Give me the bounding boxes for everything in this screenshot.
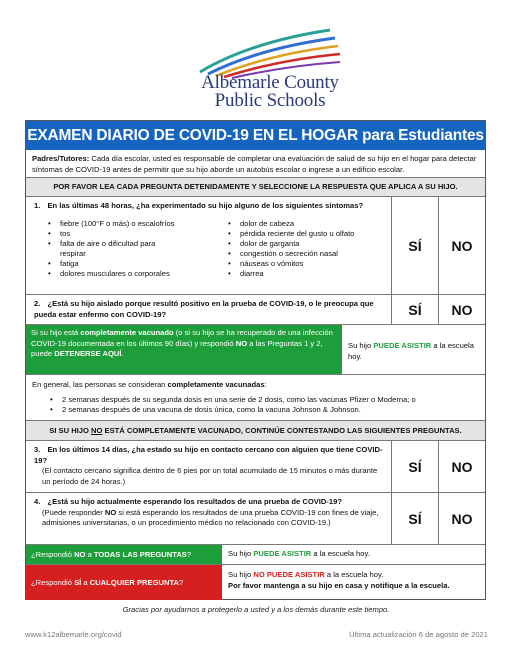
q4-yes-option[interactable]: SÍ [391,493,438,544]
definition-item: • 2 semanas después de una vacuna de dosis única, como la vacuna Johnson & Johnson. [48,405,468,415]
symptom-item: • dolor de cabeza [226,219,396,229]
intro-text [32,154,482,175]
footer-url[interactable]: www.k12albemarle.org/covid [25,630,122,639]
q3-note: (El contacto cercano significa dentro de 6 pies por un total acumulado de 15 minutos o más durante un período de 24 horas.) [42,466,378,486]
vaccination-definition: En general, las personas se consideran completamente vacunadas: • 2 semanas después de su segunda dosis en una serie de 2 dosis, como las vacunas Pfizer o Moderna; o • 2 semanas después de una vacuna de dosis única, como la vacuna Johnson & Johnson. [26,374,485,420]
result-yes-row [26,564,485,600]
result-no-condition: ¿Respondió NO a TODAS LAS PREGUNTAS? [26,545,222,564]
definition-item: • 2 semanas después de su segunda dosis en una serie de 2 dosis, como las vacunas Pfizer o Moderna; o [48,395,468,405]
result-yes-instruction: Por favor mantenga a su hijo en casa y notifique a la escuela. [228,580,450,590]
q2-no-option[interactable]: NO [438,295,485,324]
q1-text: En las últimas 48 horas, ¿ha experimentado su hijo alguno de los siguientes síntomas? [47,201,364,210]
thanks-note: Gracias por ayudarnos a protegerlo a usted y a los demás durante este tiempo. [122,605,390,614]
symptom-item: • fatiga [46,259,226,269]
vaccinated-condition: Si su hijo está completamente vacunado (o si su hijo se ha recuperado de una infección COVID-19 documentada en los últimos 90 días) y respondió NO a las Preguntas 1 y 2, puede DETENERSE AQUÍ. [26,325,342,374]
result-yes-condition: ¿Respondió SÍ a CUALQUIER PREGUNTA? [26,565,222,600]
symptom-item: • falta de aire o dificultad para [46,239,226,249]
logo-line2: Public Schools [214,90,326,111]
q2-text: ¿Está su hijo aislado porque resultó positivo en la prueba de COVID-19, o le preocupa que pueda estar enfermo con COVID-19? [34,299,374,319]
q1-symptoms-right [226,219,396,279]
symptom-item: • dolores musculares o corporales [46,269,226,279]
q4-text: ¿Está su hijo actualmente esperando los resultados de una prueba de COVID-19? [47,497,343,506]
q1-symptoms-left [46,219,226,279]
form-title: EXAMEN DIARIO DE COVID-19 EN EL HOGAR para Estudiantes [26,121,485,150]
symptom-item: • congestión o secreción nasal [226,249,396,259]
not-vaccinated-bar: SI SU HIJO NO ESTÁ COMPLETAMENTE VACUNADO, CONTINÚE CONTESTANDO LAS SIGUIENTES PREGUNTAS. [26,420,485,440]
symptom-item: • náuseas o vómitos [226,259,396,269]
question-3 [26,440,485,492]
q4-number: 4. [34,497,41,506]
instructions-bar [26,177,485,196]
q3-text: En los últimos 14 días, ¿ha estado su hijo en contacto cercano con alguien que tiene COVID-19? [34,445,383,465]
question-2 [26,294,485,324]
logo-line1: Albemarle County [201,72,339,93]
q3-yes-option[interactable]: SÍ [391,441,438,492]
q2-yes-option[interactable]: SÍ [391,295,438,324]
q1-yes-option[interactable]: SÍ [391,197,438,294]
q1-no-option[interactable]: NO [438,197,485,294]
intro-body: Cada día escolar, usted es responsable de completar una evaluación de salud de su hijo en el hogar para detectar síntomas de COVID-19 antes de permitir que su hijo aborde un autobús escolar o ingrese a un edificio escolar. [32,154,477,174]
symptom-item: • tos [46,229,226,239]
question-1 [26,196,485,294]
result-no-row [26,544,485,564]
vaccinated-row [26,324,485,374]
symptom-item-cont: respirar [60,249,86,258]
q1-number: 1. [34,201,41,210]
q3-no-option[interactable]: NO [438,441,485,492]
screening-form [25,120,486,600]
vaccinated-result: Su hijo PUEDE ASISTIR a la escuela hoy. [348,341,474,361]
symptom-item: • pérdida reciente del gusto u olfato [226,229,396,239]
district-logo [180,22,350,110]
symptom-item: • dolor de garganta [226,239,396,249]
q4-note: (Puede responder NO si está esperando los resultados de una prueba COVID-19 con fines de viaje, admisiones universitarias, o un procedimiento médico no relacionado con COVID-19.) [42,507,379,527]
intro-lead: Padres/Tutores: [32,154,90,163]
symptom-item: • fiebre (100°F o más) o escalofríos [46,219,226,229]
q3-number: 3. [34,445,41,454]
result-yes-outcome: Su hijo NO PUEDE ASISTIR a la escuela hoy. Por favor mantenga a su hijo en casa y notifique a la escuela. [228,570,450,590]
q2-number: 2. [34,299,41,308]
footer-updated: Última actualización 6 de agosto de 2021 [349,630,488,639]
instructions-text: POR FAVOR LEA CADA PREGUNTA DETENIDAMENTE Y SELECCIONE LA RESPUESTA QUE APLICA A SU HIJO. [53,182,458,191]
result-no-outcome: Su hijo PUEDE ASISTIR a la escuela hoy. [228,549,370,558]
symptom-item: • diarrea [226,269,396,279]
question-4 [26,492,485,544]
q4-no-option[interactable]: NO [438,493,485,544]
